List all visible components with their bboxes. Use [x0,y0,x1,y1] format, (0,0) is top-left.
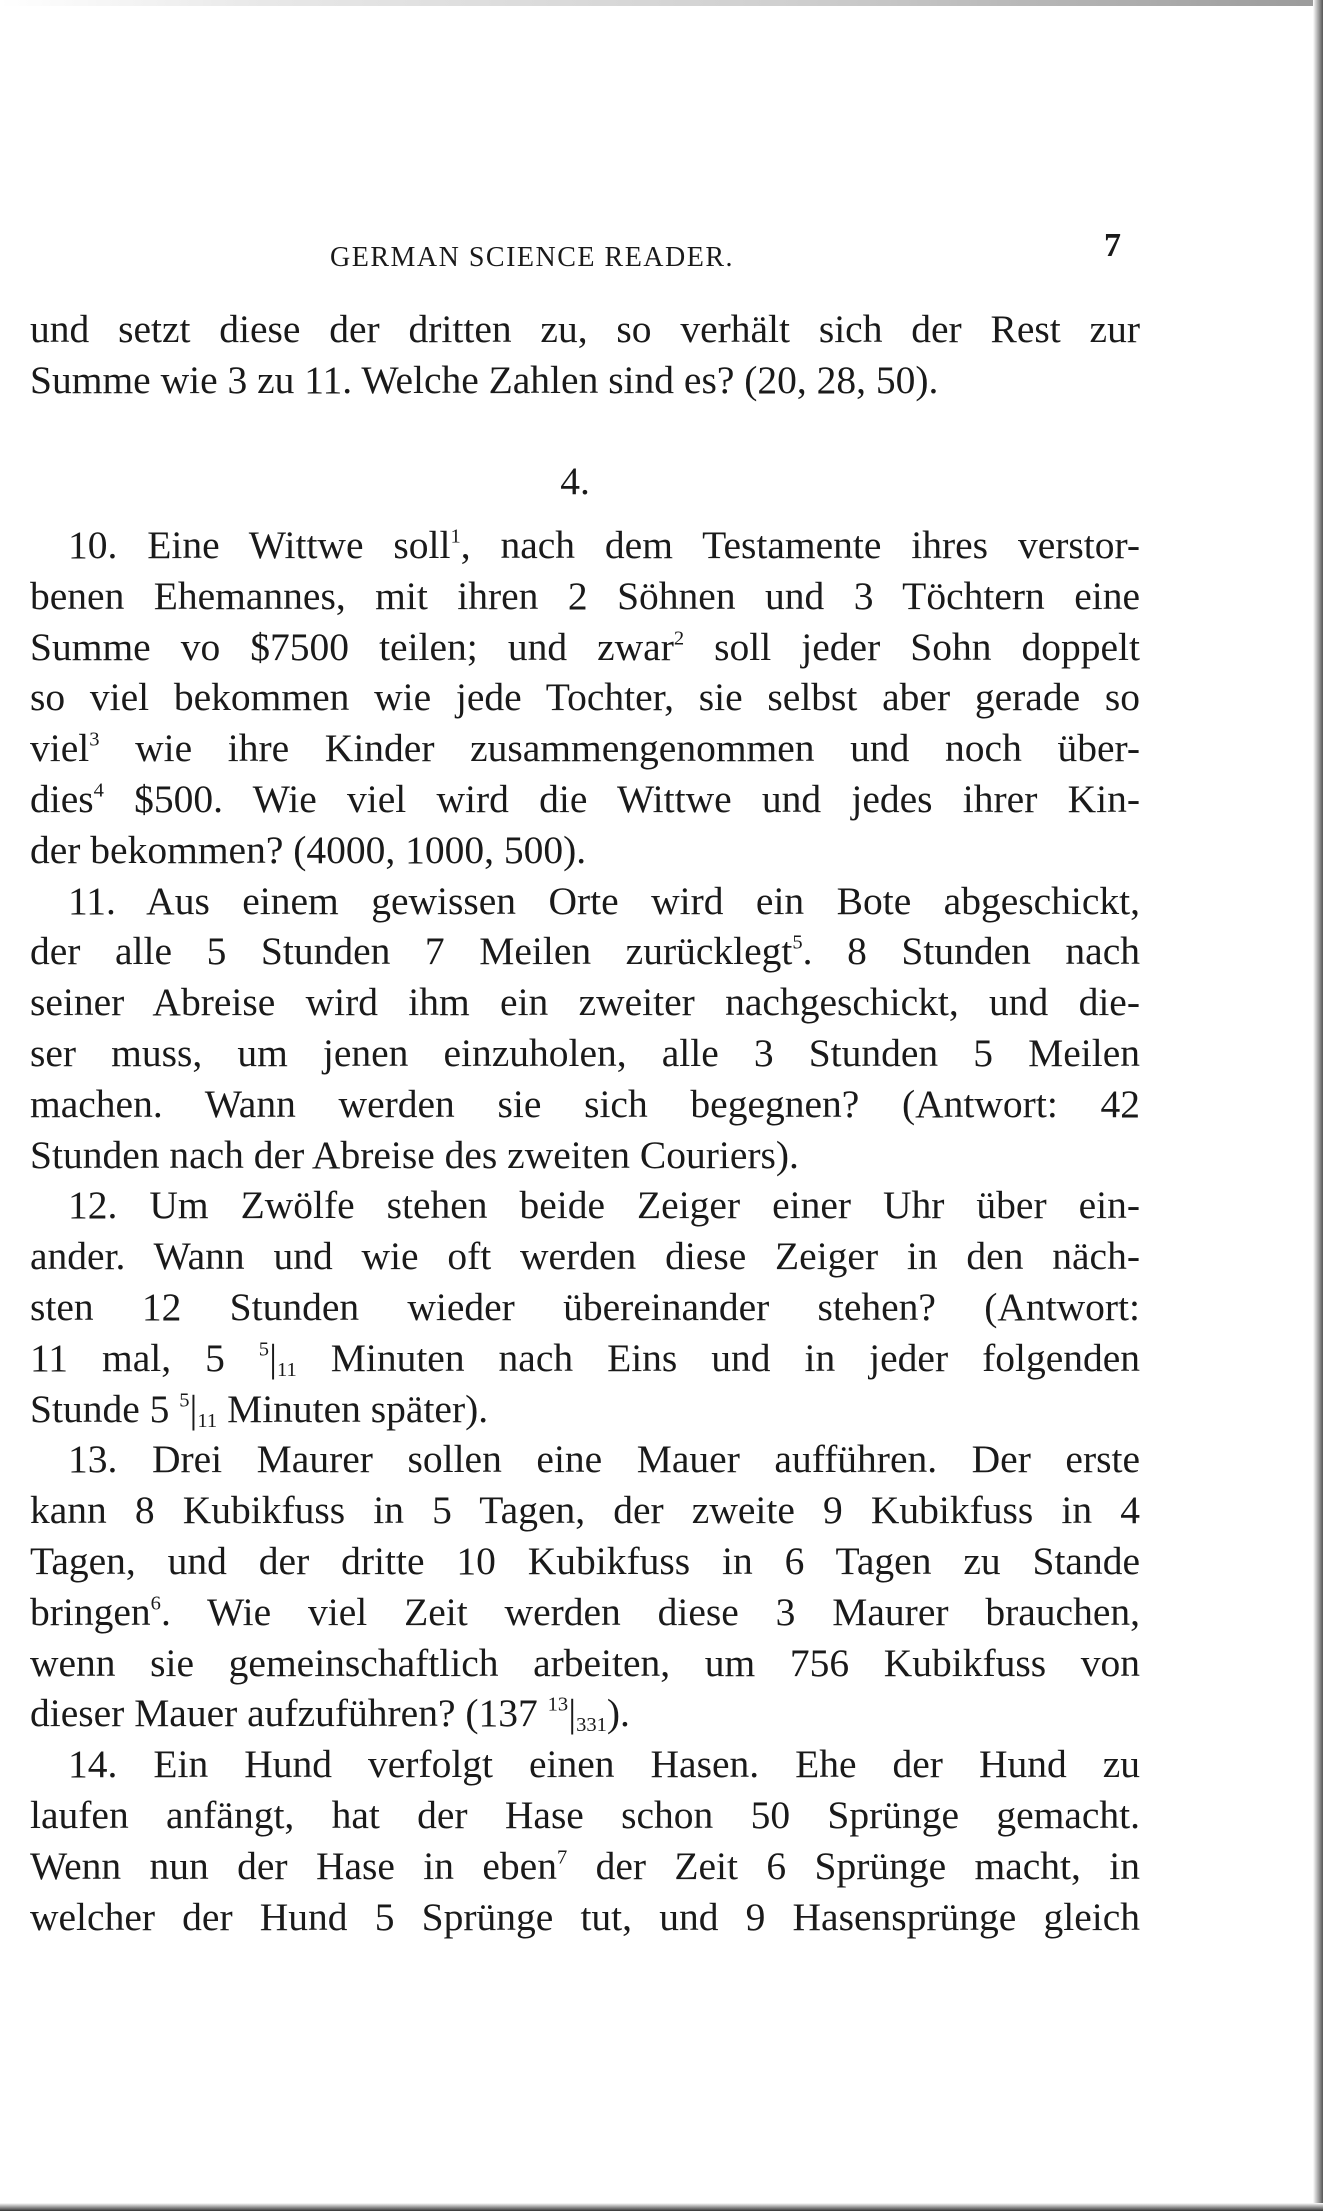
text-line: kann 8 Kubikfuss in 5 Tagen, der zweite 9 Kubikfuss in 4 [30,1488,1140,1533]
problem-14 [30,1739,1140,1942]
text-line: benen Ehemannes, mit ihren 2 Söhnen und 3 Töchtern eine [30,573,1140,618]
text-line: Stunden nach der Abreise des zweiten Couriers). [30,1132,799,1177]
problem-10 [30,520,1140,876]
problems-body [30,520,1140,1942]
fraction-numerator: 5 [258,1338,270,1361]
text-line: 11. Aus einem gewissen Orte wird ein Bote abgeschickt, [68,878,1140,923]
problem-12 [30,1180,1140,1434]
text-line: ser muss, um jenen einzuholen, alle 3 Stunden 5 Meilen [30,1030,1140,1075]
text-line: seiner Abreise wird ihm ein zweiter nachgeschickt, und die- [30,980,1140,1025]
footnote-ref: 4 [93,779,104,802]
text-line: 10. Eine Wittwe soll$^1$, nach dem Testamente ihres verstor- [68,523,1140,567]
text-line: dieser Mauer aufzuführen? (137 $^{13}|_{331}$). [30,1691,630,1737]
scan-bottom-edge [0,2203,1323,2211]
text-line: der alle 5 Stunden 7 Meilen zurücklegt$^5$. 8 Stunden nach [30,929,1140,974]
text-line: Stunde 5 $^5|_{11}$ Minuten später). [30,1386,489,1432]
fraction-denominator: 11 [197,1409,218,1432]
text-line: 13. Drei Maurer sollen eine Mauer aufführen. Der erste [68,1437,1140,1482]
footnote-ref: 7 [556,1846,568,1869]
page-number: 7 [1104,227,1121,264]
footnote-ref: 6 [150,1592,161,1615]
section-number: 4. [560,459,590,503]
footnote-ref: 5 [792,931,803,954]
text-line: der bekommen? (4000, 1000, 500). [30,827,587,872]
footnote-ref: 3 [89,728,100,751]
text-line: viel$^3$ wie ihre Kinder zusammengenommen und noch über- [30,726,1140,771]
text-line: 11 mal, 5 $^5|_{11}$ Minuten nach Eins und in jeder folgenden [30,1335,1141,1381]
text-line: dies$^4$ $500. Wie viel wird die Wittwe und jedes ihrer Kin- [30,776,1140,821]
fraction-numerator: 5 [179,1389,190,1412]
text-line: bringen$^6$. Wie viel Zeit werden diese 3 Maurer brauchen, [30,1589,1140,1634]
text-line: und setzt diese der dritten zu, so verhält sich der Rest zur [30,307,1140,351]
text-line: wenn sie gemeinschaftlich arbeiten, um 756 Kubikfuss von [30,1640,1140,1685]
fraction-numerator: 13 [547,1693,569,1716]
text-line: 12. Um Zwölfe stehen beide Zeiger einer Uhr über ein- [68,1183,1140,1228]
problem-11 [30,876,1140,1181]
text-line: Summe wie 3 zu 11. Welche Zahlen sind es? (20, 28, 50). [30,357,939,402]
text-line: machen. Wann werden sie sich begegnen? (Antwort: 42 [30,1081,1140,1126]
text-line: laufen anfängt, hat der Hase schon 50 Sprünge gemacht. [30,1792,1140,1837]
text-line: Summe vo $7500 teilen; und zwar$^2$ soll jeder Sohn doppelt [30,624,1140,669]
text-line: so viel bekommen wie jede Tochter, sie selbst aber gerade so [30,675,1140,720]
text-line: Tagen, und der dritte 10 Kubikfuss in 6 Tagen zu Stande [30,1538,1140,1583]
scan-top-edge [0,0,1323,6]
footnote-ref: 1 [450,525,461,548]
fraction-denominator: 331 [576,1714,607,1737]
scan-right-edge [1313,0,1323,2211]
continuation-paragraph [30,304,1140,406]
fraction-denominator: 11 [276,1358,297,1381]
text-line: 14. Ein Hund verfolgt einen Hasen. Ehe der Hund zu [68,1742,1140,1787]
problem-13 [30,1434,1140,1739]
text-line: Wenn nun der Hase in eben$^7$ der Zeit 6 Sprünge macht, in [30,1843,1141,1888]
text-line: sten 12 Stunden wieder übereinander stehen? (Antwort: [30,1284,1140,1329]
footnote-ref: 2 [673,627,685,650]
text-line: welcher der Hund 5 Sprünge tut, und 9 Hasensprünge gleich [30,1894,1140,1939]
text-line: ander. Wann und wie oft werden diese Zeiger in den näch- [30,1234,1140,1279]
running-head: GERMAN SCIENCE READER. [330,242,735,273]
